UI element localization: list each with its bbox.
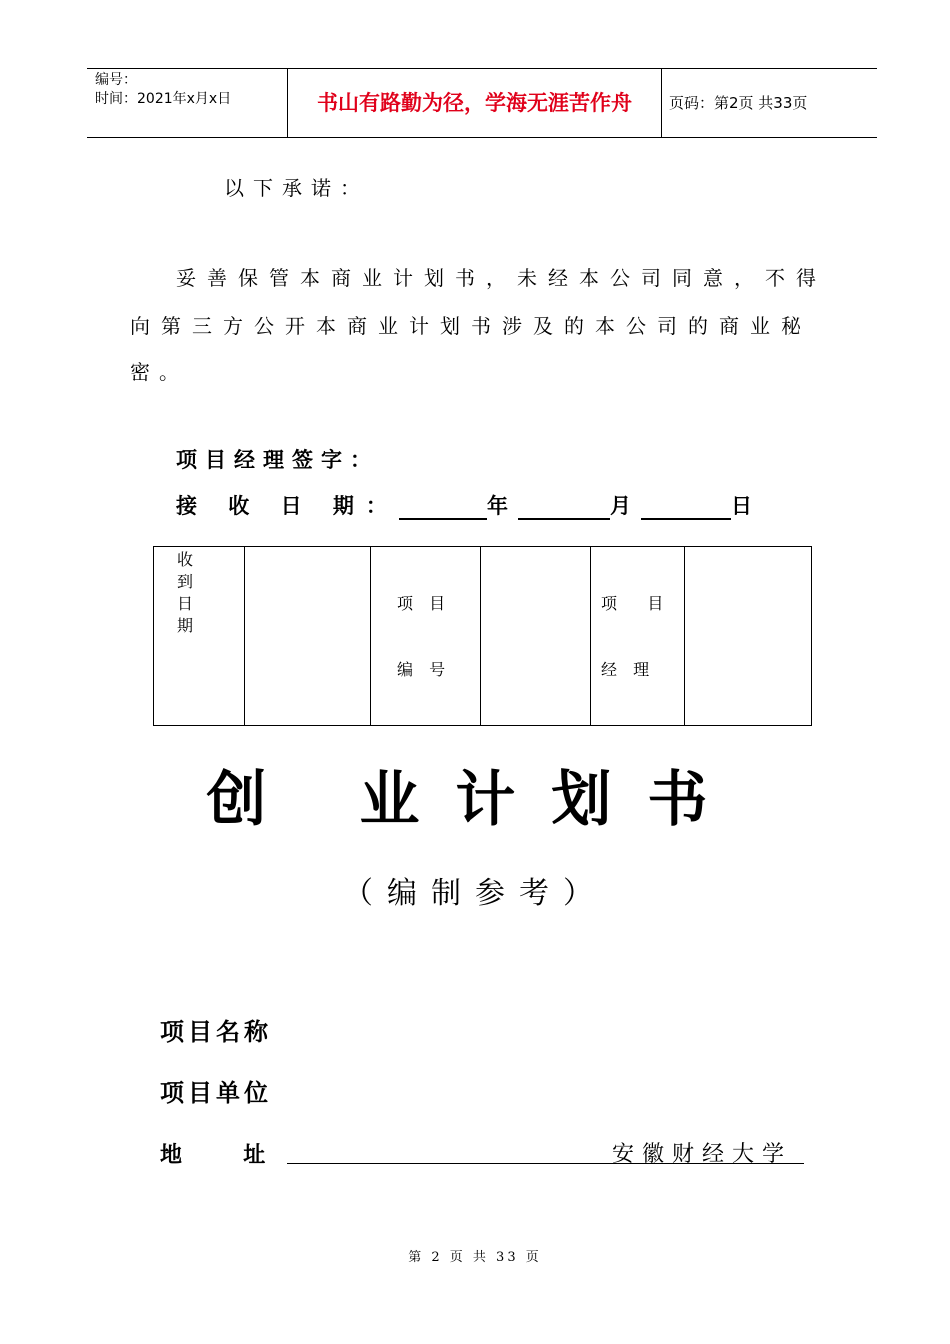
header-divider (661, 69, 662, 137)
project-number-value[interactable] (481, 547, 591, 726)
document-subtitle: （编制参考） (343, 876, 607, 911)
promise-line-1: 妥善保管本商业计划书，未经本公司同意，不得 (176, 266, 827, 290)
promise-line-2: 向第三方公开本商业计划书涉及的本公司的商业秘 (130, 314, 812, 338)
received-date-value[interactable] (245, 547, 371, 726)
manager-label-line-2: 经 理 (601, 660, 652, 679)
day-blank[interactable] (641, 496, 731, 520)
project-name-label: 项目名称 (160, 1018, 272, 1046)
received-date-label: 收到日期 (177, 550, 194, 635)
address-value: 安徽财经大学 (611, 1142, 792, 1167)
promise-line-3: 密。 (130, 360, 188, 384)
header-page-number: 页码：第2页 共33页 (669, 94, 808, 112)
project-unit-label: 项目单位 (160, 1079, 272, 1107)
document-title: 创 业计划书 (206, 765, 744, 835)
receive-date-label: 接 收 日 期： (176, 494, 399, 518)
month-char: 月 (609, 494, 631, 518)
header-time-label: 时间：2021年x月x日 (95, 91, 232, 107)
manager-sign-label: 项目经理签字： (176, 448, 379, 472)
day-char: 日 (730, 494, 752, 518)
header-meta (95, 71, 285, 109)
header-number-label: 编号： (95, 72, 137, 88)
address-field[interactable] (287, 1137, 804, 1167)
month-blank[interactable] (518, 496, 610, 520)
received-date-cell (154, 547, 245, 726)
table-row (154, 547, 812, 726)
promise-intro: 以下承诺： (224, 176, 369, 200)
year-char: 年 (486, 494, 508, 518)
page-footer: 第 2 页 共 33 页 (408, 1250, 542, 1265)
project-number-label-line-2: 编 号 (397, 660, 448, 679)
header-motto: 书山有路勤为径，学海无涯苦作舟 (317, 91, 632, 115)
project-number-label-line-1: 项 目 (397, 594, 448, 613)
page-header (87, 68, 877, 138)
manager-cell (591, 547, 685, 726)
manager-value[interactable] (685, 547, 812, 726)
address-label: 地 址 (160, 1143, 266, 1168)
project-number-cell (371, 547, 481, 726)
manager-label-line-1: 项 目 (601, 594, 666, 613)
year-blank[interactable] (399, 496, 487, 520)
receipt-table (153, 546, 812, 726)
receive-date-row (176, 490, 752, 520)
